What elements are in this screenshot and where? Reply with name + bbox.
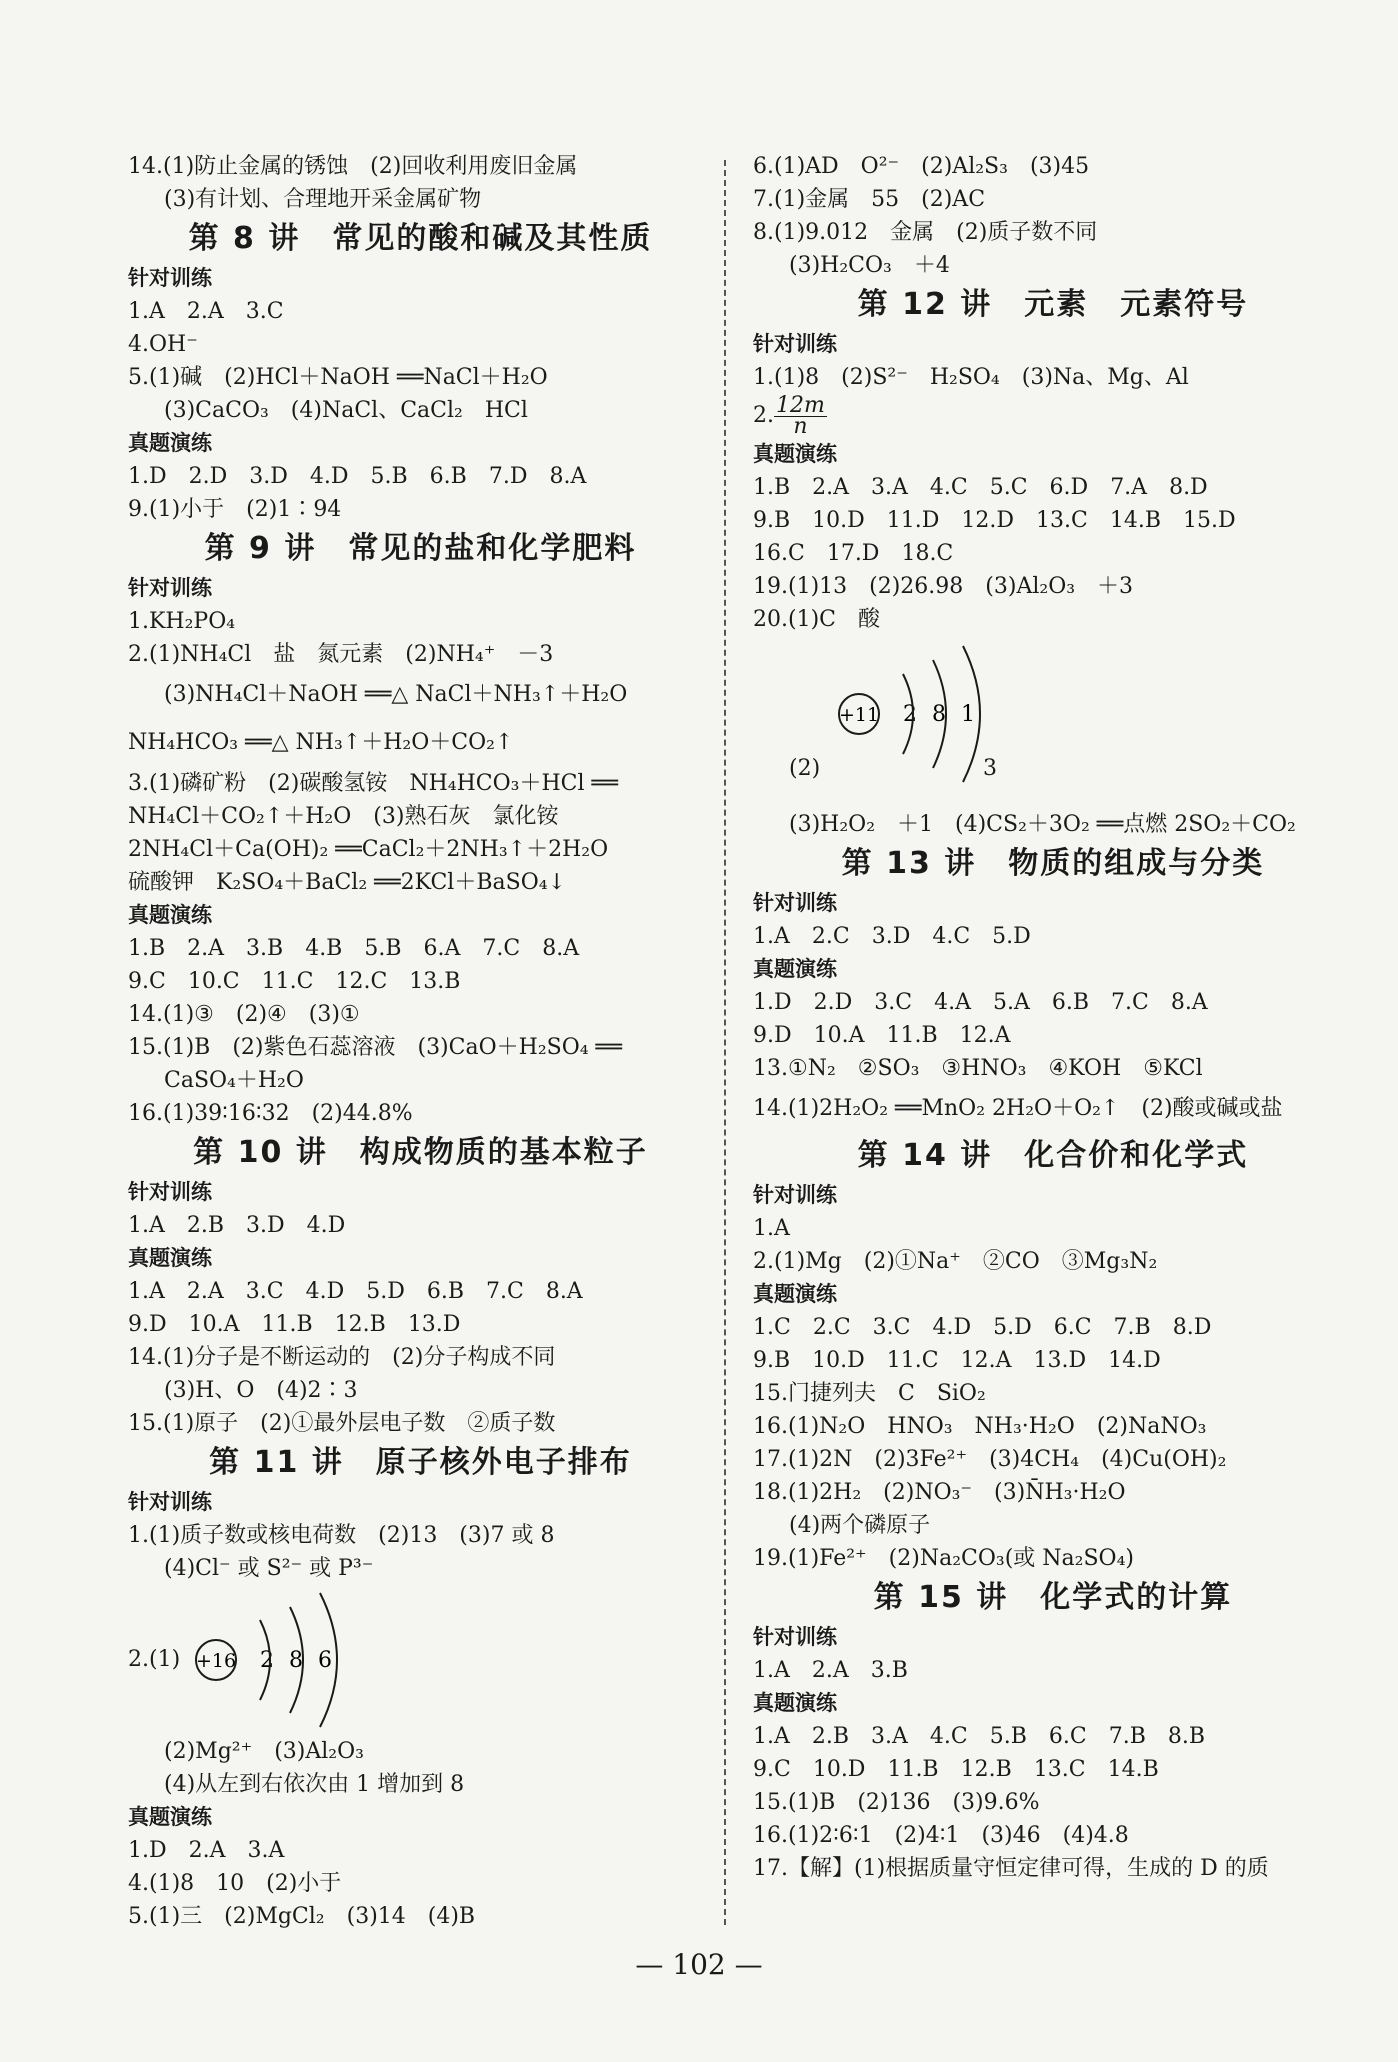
answer-line: 1.KH₂PO₄ — [128, 609, 236, 634]
sodium-atom-structure-diagram — [753, 636, 1353, 808]
lecture-15-title: 第 15 讲 化学式的计算 — [873, 1580, 1233, 1615]
fraction — [774, 392, 827, 439]
left-column — [128, 150, 713, 1933]
section-heading: 真题演练 — [128, 1246, 212, 1270]
answer-line: 1.(1)质子数或核电荷数 (2)13 (3)7 或 8 — [128, 1523, 555, 1548]
answer-line: 18.(1)2H₂ (2)NO₃⁻ (3)N̄H₃·H₂O — [753, 1480, 1126, 1505]
electron-shell-counts: 2 8 1 — [903, 702, 979, 727]
answer-line: 19.(1)Fe²⁺ (2)Na₂CO₃(或 Na₂SO₄) — [753, 1546, 1134, 1571]
answer-line: 3.(1)磷矿粉 (2)碳酸氢铵 NH₄HCO₃＋HCl ══ — [128, 771, 618, 796]
section-heading: 针对训练 — [753, 1625, 837, 1649]
answer-line: 15.(1)原子 (2)①最外层电子数 ②质子数 — [128, 1411, 556, 1436]
answer-line: 1.A 2.A 3.C 4.D 5.D 6.B 7.C 8.A — [128, 1279, 583, 1304]
answer-line: (3)NH₄Cl＋NaOH ══△ NaCl＋NH₃↑＋H₂O — [164, 682, 628, 707]
answer-line: 15.门捷列夫 C SiO₂ — [753, 1381, 986, 1406]
answer-line: 14.(1)防止金属的锈蚀 (2)回收利用废旧金属 — [128, 154, 578, 179]
column-divider — [724, 160, 726, 1925]
answer-line: 1.A — [753, 1216, 790, 1241]
answer-line: 16.(1)N₂O HNO₃ NH₃·H₂O (2)NaNO₃ — [753, 1414, 1207, 1439]
answer-line: 15.(1)B (2)紫色石蕊溶液 (3)CaO＋H₂SO₄ ══ — [128, 1035, 623, 1060]
answer-line: 7.(1)金属 55 (2)AC — [753, 187, 986, 212]
answer-line: 1.D 2.D 3.D 4.D 5.B 6.B 7.D 8.A — [128, 464, 587, 489]
answer-line: (4)从左到右依次由 1 增加到 8 — [164, 1772, 465, 1797]
atom-diagram-svg — [190, 1585, 430, 1735]
answer-line: 硫酸钾 K₂SO₄＋BaCl₂ ══2KCl＋BaSO₄↓ — [128, 870, 566, 895]
lecture-8-title: 第 8 讲 常见的酸和碱及其性质 — [188, 221, 653, 256]
answer-line: 14.(1)分子是不断运动的 (2)分子构成不同 — [128, 1345, 556, 1370]
nucleus-charge: +16 — [195, 1650, 237, 1672]
answer-line: 5.(1)碱 (2)HCl＋NaOH ══NaCl＋H₂O — [128, 365, 548, 390]
answer-line: 9.C 10.C 11.C 12.C 13.B — [128, 969, 461, 994]
answer-line: NH₄HCO₃ ══△ NH₃↑＋H₂O＋CO₂↑ — [128, 730, 514, 755]
answer-line: 1.A 2.B 3.D 4.D — [128, 1213, 346, 1238]
lecture-10-title: 第 10 讲 构成物质的基本粒子 — [193, 1135, 648, 1170]
section-heading: 针对训练 — [753, 332, 837, 356]
answer-line: 1.(1)8 (2)S²⁻ H₂SO₄ (3)Na、Mg、Al — [753, 365, 1189, 390]
answer-line: 14.(1)③ (2)④ (3)① — [128, 1002, 360, 1027]
nucleus-charge: +11 — [838, 704, 880, 726]
section-heading: 真题演练 — [753, 957, 837, 981]
atom-diagram-svg — [823, 636, 1063, 808]
answer-line: 14.(1)2H₂O₂ ══MnO₂ 2H₂O＋O₂↑ (2)酸或碱或盐 — [753, 1096, 1283, 1121]
answer-line: (3)有计划、合理地开采金属矿物 — [164, 187, 482, 212]
section-heading: 真题演练 — [753, 1282, 837, 1306]
atom-label-number: 3 — [983, 756, 997, 781]
right-column — [753, 150, 1353, 1885]
answer-line: 1.C 2.C 3.C 4.D 5.D 6.C 7.B 8.D — [753, 1315, 1212, 1340]
answer-line: (3)CaCO₃ (4)NaCl、CaCl₂ HCl — [164, 398, 528, 423]
answer-line: 4.(1)8 10 (2)小于 — [128, 1871, 342, 1896]
answer-line: 9.(1)小于 (2)1∶94 — [128, 497, 342, 522]
answer-line: 2.(1)Mg (2)①Na⁺ ②CO ③Mg₃N₂ — [753, 1249, 1158, 1274]
section-heading: 针对训练 — [753, 1183, 837, 1207]
section-heading: 真题演练 — [128, 1805, 212, 1829]
fraction-answer — [753, 394, 1353, 438]
fraction-denominator: n — [793, 413, 808, 439]
answer-line: 1.B 2.A 3.B 4.B 5.B 6.A 7.C 8.A — [128, 936, 580, 961]
answer-line: (3)H₂O₂ ＋1 (4)CS₂＋3O₂ ══点燃 2SO₂＋CO₂ — [789, 812, 1296, 837]
answer-line: 17.【解】(1)根据质量守恒定律可得，生成的 D 的质 — [753, 1856, 1269, 1881]
answer-line: 1.D 2.D 3.C 4.A 5.A 6.B 7.C 8.A — [753, 990, 1208, 1015]
answer-line: 16.C 17.D 18.C — [753, 541, 954, 566]
answer-line: (4)两个磷原子 — [789, 1513, 931, 1538]
section-heading: 真题演练 — [128, 903, 212, 927]
answer-line: (3)H、O (4)2∶3 — [164, 1378, 358, 1403]
sulfur-atom-structure-diagram — [128, 1585, 713, 1735]
answer-line: 1.A 2.A 3.B — [753, 1658, 908, 1683]
lecture-12-title: 第 12 讲 元素 元素符号 — [857, 287, 1249, 322]
answer-line: 9.D 10.A 11.B 12.A — [753, 1023, 1011, 1048]
lecture-14-title: 第 14 讲 化合价和化学式 — [857, 1138, 1249, 1173]
atom-question-label: 2.(1) — [128, 1647, 181, 1672]
section-heading: 真题演练 — [128, 431, 212, 455]
answer-line: 1.A 2.C 3.D 4.C 5.D — [753, 924, 1031, 949]
answer-line: 5.(1)三 (2)MgCl₂ (3)14 (4)B — [128, 1904, 476, 1929]
answer-line: 20.(1)C 酸 — [753, 607, 880, 632]
lecture-9-title: 第 9 讲 常见的盐和化学肥料 — [204, 531, 637, 566]
answer-line: (2)Mg²⁺ (3)Al₂O₃ — [164, 1739, 364, 1764]
section-heading: 真题演练 — [753, 442, 837, 466]
answer-line: 4.OH⁻ — [128, 332, 198, 357]
answer-line: 13.①N₂ ②SO₃ ③HNO₃ ④KOH ⑤KCl — [753, 1056, 1203, 1081]
fraction-prefix: 2. — [753, 403, 774, 428]
answer-line: 2.(1)NH₄Cl 盐 氮元素 (2)NH₄⁺ －3 — [128, 642, 554, 667]
answer-line: (4)Cl⁻ 或 S²⁻ 或 P³⁻ — [164, 1556, 374, 1581]
electron-shell-counts: 2 8 6 — [260, 1648, 336, 1673]
section-heading: 真题演练 — [753, 1691, 837, 1715]
answer-line: CaSO₄＋H₂O — [164, 1068, 304, 1093]
section-heading: 针对训练 — [128, 1490, 212, 1514]
answer-line: 1.A 2.A 3.C — [128, 299, 284, 324]
answer-line: 9.B 10.D 11.D 12.D 13.C 14.B 15.D — [753, 508, 1236, 533]
answer-line: 6.(1)AD O²⁻ (2)Al₂S₃ (3)45 — [753, 154, 1090, 179]
answer-line: 2NH₄Cl＋Ca(OH)₂ ══CaCl₂＋2NH₃↑＋2H₂O — [128, 837, 609, 862]
section-heading: 针对训练 — [128, 1180, 212, 1204]
answer-line: 19.(1)13 (2)26.98 (3)Al₂O₃ ＋3 — [753, 574, 1134, 599]
lecture-13-title: 第 13 讲 物质的组成与分类 — [841, 846, 1265, 881]
lecture-11-title: 第 11 讲 原子核外电子排布 — [209, 1445, 632, 1480]
answer-line: 16.(1)2∶6∶1 (2)4∶1 (3)46 (4)4.8 — [753, 1823, 1129, 1848]
section-heading: 针对训练 — [753, 891, 837, 915]
answer-line: 15.(1)B (2)136 (3)9.6% — [753, 1790, 1040, 1815]
answer-line: 9.C 10.D 11.B 12.B 13.C 14.B — [753, 1757, 1159, 1782]
atom-question-label: (2) — [789, 756, 821, 781]
section-heading: 针对训练 — [128, 576, 212, 600]
answer-line: 17.(1)2N (2)3Fe²⁺ (3)4CH₄ (4)Cu(OH)₂ — [753, 1447, 1227, 1472]
answer-line: (3)H₂CO₃ ＋4 — [789, 253, 950, 278]
answer-line: 9.B 10.D 11.C 12.A 13.D 14.D — [753, 1348, 1161, 1373]
answer-line: 9.D 10.A 11.B 12.B 13.D — [128, 1312, 461, 1337]
answer-line: 1.B 2.A 3.A 4.C 5.C 6.D 7.A 8.D — [753, 475, 1208, 500]
answer-line: NH₄Cl＋CO₂↑＋H₂O (3)熟石灰 氯化铵 — [128, 804, 559, 829]
fraction-numerator: 12m — [776, 392, 825, 418]
answer-line: 1.A 2.B 3.A 4.C 5.B 6.C 7.B 8.B — [753, 1724, 1206, 1749]
answer-line: 8.(1)9.012 金属 (2)质子数不同 — [753, 220, 1098, 245]
answer-line: 1.D 2.A 3.A — [128, 1838, 285, 1863]
answer-line: 16.(1)39∶16∶32 (2)44.8% — [128, 1101, 413, 1126]
section-heading: 针对训练 — [128, 266, 212, 290]
page-number: — 102 — — [635, 1948, 763, 1981]
